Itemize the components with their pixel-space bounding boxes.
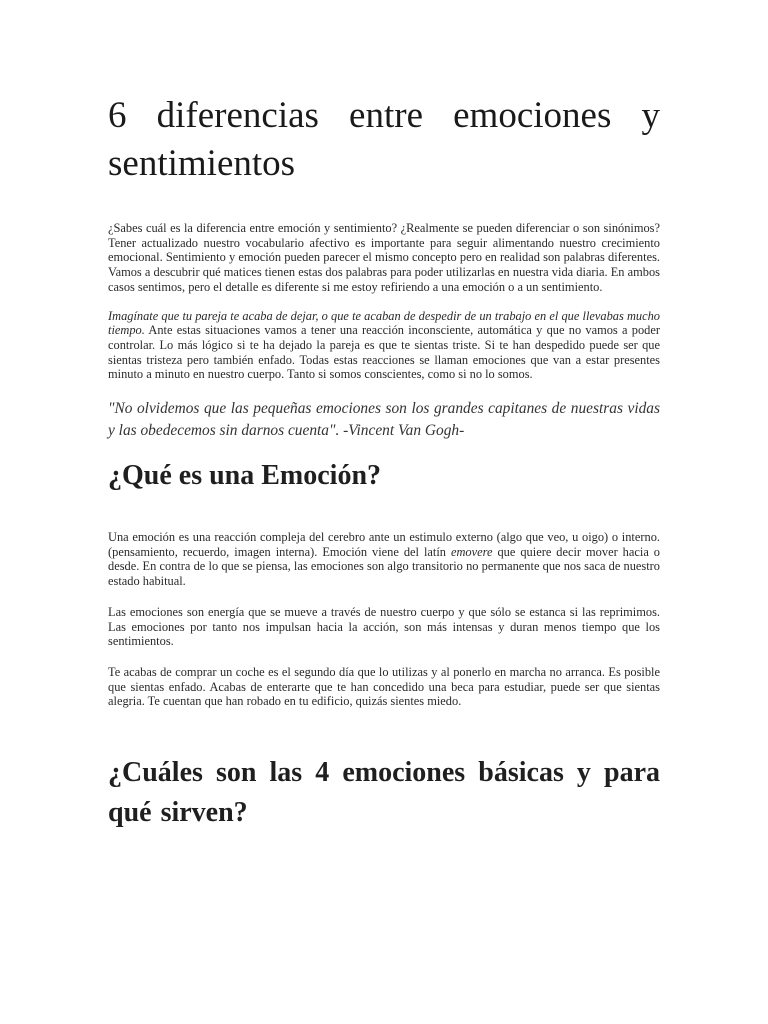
- scenario-italic-text: Imagínate que tu pareja te acaba de dejar, o que te acaban de despedir de un trabajo en el que llevabas mucho tiempo.: [108, 308, 660, 338]
- scenario-body-text: Ante estas situaciones vamos a tener una reacción inconsciente, automática y que no vamos a poder controlar. Lo más lógico si te ha dejado la pareja es que te sientas triste. Si te han despedido puede ser que sientas tristeza pero también enfado. Todas estas reacciones se llaman emociones que van a estar presentes minuto a minuto en nuestro cuerpo. Tanto si somos conscientes, como si no lo somos.: [108, 323, 660, 382]
- van-gogh-quote: "No olvidemos que las pequeñas emociones son los grandes capitanes de nuestras vidas y las obedecemos sin darnos cuenta". -Vincent Van Gogh-: [108, 400, 660, 440]
- emotion-definition-text-a: Una emoción es una reacción compleja del cerebro ante un estimulo externo (algo que veo, u oigo) o interno. (pensamiento, recuerdo, imagen interna). Emoción viene del latín: [108, 530, 660, 559]
- document-title: 6 diferencias entre emociones y sentimientos: [108, 95, 660, 184]
- emotion-definition-text-b: que quiere decir mover hacia o desde. En contra de lo que se piensa, las emociones son algo transitorio no permanente que nos saca de nuestro estado habitual.: [108, 544, 661, 589]
- emotion-definition-paragraph: [108, 530, 660, 589]
- heading-basic-emotions: ¿Cuáles son las 4 emociones básicas y para qué sirven?: [108, 757, 660, 829]
- heading-what-is-emotion: ¿Qué es una Emoción?: [108, 460, 382, 492]
- emotion-energy-paragraph: Las emociones son energía que se mueve a través de nuestro cuerpo y que sólo se estanca si las reprimimos. Las emociones por tanto nos impulsan hacia la acción, son más intensas y duran menos tiempo que los sentimientos.: [108, 604, 660, 649]
- intro-paragraph: ¿Sabes cuál es la diferencia entre emoción y sentimiento? ¿Realmente se pueden diferenciar o son sinónimos? Tener actualizado nuestro vocabulario afectivo es importante para seguir alimentando nuestro crecimiento emocional. Sentimiento y emoción pueden parecer el mismo concepto pero en realidad son palabras diferentes. Vamos a descubrir qué matices tienen estas dos palabras para poder utilizarlas en nuestra vida diaria. En ambos casos sentimos, pero el detalle es diferente si me estoy refiriendo a una emoción o a un sentimiento.: [108, 221, 660, 294]
- emotion-examples-paragraph: Te acabas de comprar un coche es el segundo día que lo utilizas y al ponerlo en marcha no arranca. Es posible que sientas enfado. Acabas de enterarte que te han concedido una beca para estudiar, puede ser que sientas alegria. Te cuentan que han robado en tu edificio, quizás sientes miedo.: [108, 664, 660, 709]
- emovere-term: emovere: [450, 544, 493, 559]
- scenario-paragraph: [108, 309, 660, 383]
